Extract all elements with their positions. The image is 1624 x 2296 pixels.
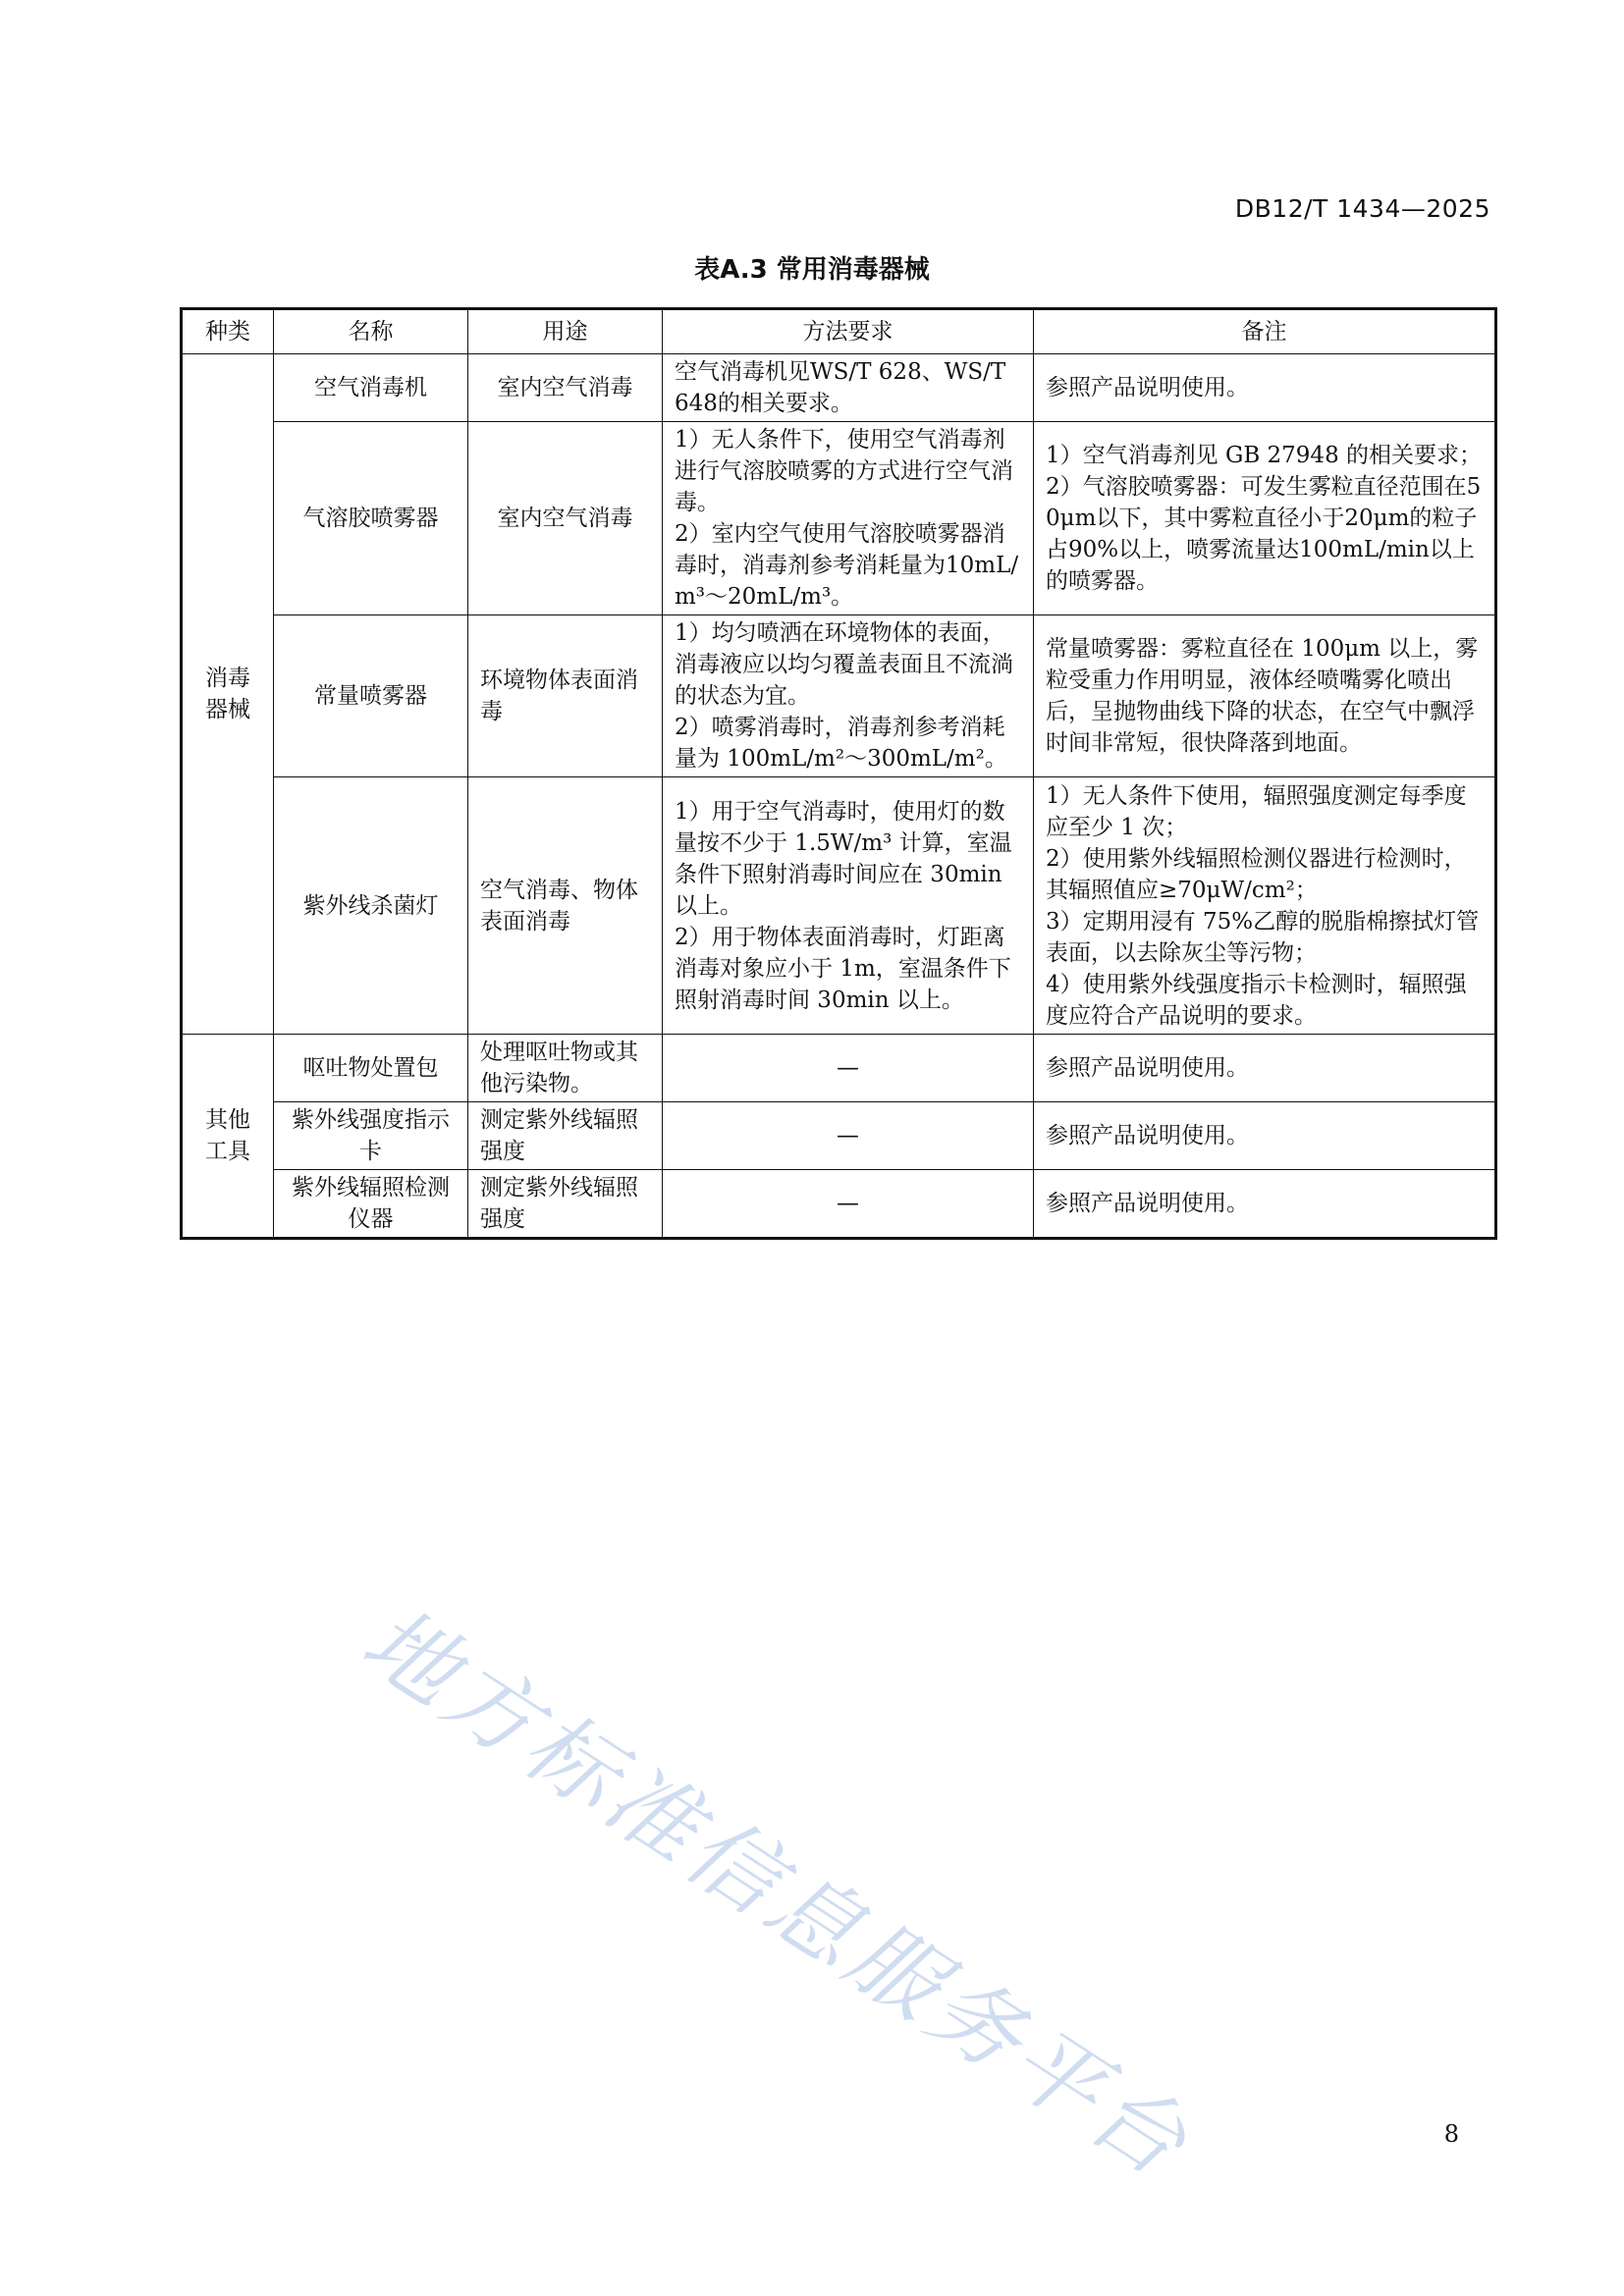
cell-note (1034, 422, 1496, 615)
col-header-method: 方法要求 (663, 309, 1034, 354)
group-label-other-tools: 其他工具 (182, 1035, 274, 1239)
method-line: 1）用于空气消毒时，使用灯的数量按不少于 1.5W/m³ 计算，室温条件下照射消毒时间应在 30min 以上。 (675, 798, 1012, 919)
cell-name: 常量喷雾器 (274, 615, 468, 777)
cell-name: 紫外线杀菌灯 (274, 777, 468, 1035)
cell-name: 呕吐物处置包 (274, 1035, 468, 1102)
method-line: 空气消毒机见WS/T 628、WS/T 648的相关要求。 (675, 359, 1006, 416)
table-header-row (182, 309, 1496, 354)
cell-note: 参照产品说明使用。 (1034, 1035, 1496, 1102)
group-label-disinfection-equipment: 消毒器械 (182, 354, 274, 1035)
cell-name: 气溶胶喷雾器 (274, 422, 468, 615)
watermark: 地方标准信息服务平台 (344, 1586, 1210, 2200)
method-line: 1）均匀喷洒在环境物体的表面，消毒液应以均匀覆盖表面且不流淌的状态为宜。 (675, 620, 1013, 709)
disinfection-equipment-table (180, 307, 1497, 1240)
method-line: 1）无人条件下，使用空气消毒剂进行气溶胶喷雾的方式进行空气消毒。 (675, 427, 1013, 515)
cell-usage: 处理呕吐物或其他污染物。 (468, 1035, 663, 1102)
cell-usage: 测定紫外线辐照强度 (468, 1102, 663, 1170)
table-row (182, 422, 1496, 615)
note-line: 2）气溶胶喷雾器：可发生雾粒直径范围在50μm以下，其中雾粒直径小于20μm的粒子占90%以上，喷雾流量达100mL/min以上的喷雾器。 (1046, 474, 1482, 594)
note-line: 3）定期用浸有 75%乙醇的脱脂棉擦拭灯管表面，以去除灰尘等污物； (1046, 908, 1480, 966)
cell-usage: 环境物体表面消毒 (468, 615, 663, 777)
cell-note (1034, 777, 1496, 1035)
note-line: 2）使用紫外线辐照检测仪器进行检测时，其辐照值应≥70μW/cm²； (1046, 845, 1467, 903)
table-row (182, 615, 1496, 777)
table-row (182, 1035, 1496, 1102)
cell-usage: 室内空气消毒 (468, 422, 663, 615)
cell-method (663, 777, 1034, 1035)
document-code: DB12/T 1434—2025 (1234, 194, 1490, 223)
cell-note (1034, 354, 1496, 422)
cell-usage: 测定紫外线辐照强度 (468, 1170, 663, 1239)
method-line: 2）用于物体表面消毒时，灯距离消毒对象应小于 1m，室温条件下照射消毒时间 30min 以上。 (675, 924, 1011, 1013)
page-number: 8 (1443, 2120, 1459, 2148)
table-row (182, 1170, 1496, 1239)
cell-method: — (663, 1102, 1034, 1170)
method-line: 2）室内空气使用气溶胶喷雾器消毒时，消毒剂参考消耗量为10mL/m³～20mL/m³。 (675, 521, 1019, 610)
table-row (182, 777, 1496, 1035)
col-header-usage: 用途 (468, 309, 663, 354)
table-row (182, 354, 1496, 422)
note-line: 1）空气消毒剂见 GB 27948 的相关要求； (1046, 443, 1483, 468)
cell-method (663, 354, 1034, 422)
cell-name: 紫外线辐照检测仪器 (274, 1170, 468, 1239)
cell-method (663, 615, 1034, 777)
col-header-category: 种类 (182, 309, 274, 354)
col-header-note: 备注 (1034, 309, 1496, 354)
cell-note: 参照产品说明使用。 (1034, 1170, 1496, 1239)
cell-note (1034, 615, 1496, 777)
table-row (182, 1102, 1496, 1170)
note-line: 常量喷雾器：雾粒直径在 100μm 以上，雾粒受重力作用明显，液体经喷嘴雾化喷出后，呈抛物曲线下降的状态，在空气中飘浮时间非常短，很快降落到地面。 (1046, 636, 1479, 756)
table-title: 表A.3 常用消毒器械 (694, 255, 930, 285)
cell-usage: 室内空气消毒 (468, 354, 663, 422)
note-line: 1）无人条件下使用，辐照强度测定每季度应至少 1 次； (1046, 782, 1467, 840)
col-header-name: 名称 (274, 309, 468, 354)
note-line: 参照产品说明使用。 (1046, 375, 1249, 400)
method-line: 2）喷雾消毒时，消毒剂参考消耗量为 100mL/m²～300mL/m²。 (675, 715, 1007, 772)
cell-name: 紫外线强度指示卡 (274, 1102, 468, 1170)
note-line: 4）使用紫外线强度指示卡检测时，辐照强度应符合产品说明的要求。 (1046, 971, 1467, 1029)
cell-method: — (663, 1170, 1034, 1239)
cell-name: 空气消毒机 (274, 354, 468, 422)
cell-method (663, 422, 1034, 615)
cell-method: — (663, 1035, 1034, 1102)
cell-usage: 空气消毒、物体表面消毒 (468, 777, 663, 1035)
cell-note: 参照产品说明使用。 (1034, 1102, 1496, 1170)
